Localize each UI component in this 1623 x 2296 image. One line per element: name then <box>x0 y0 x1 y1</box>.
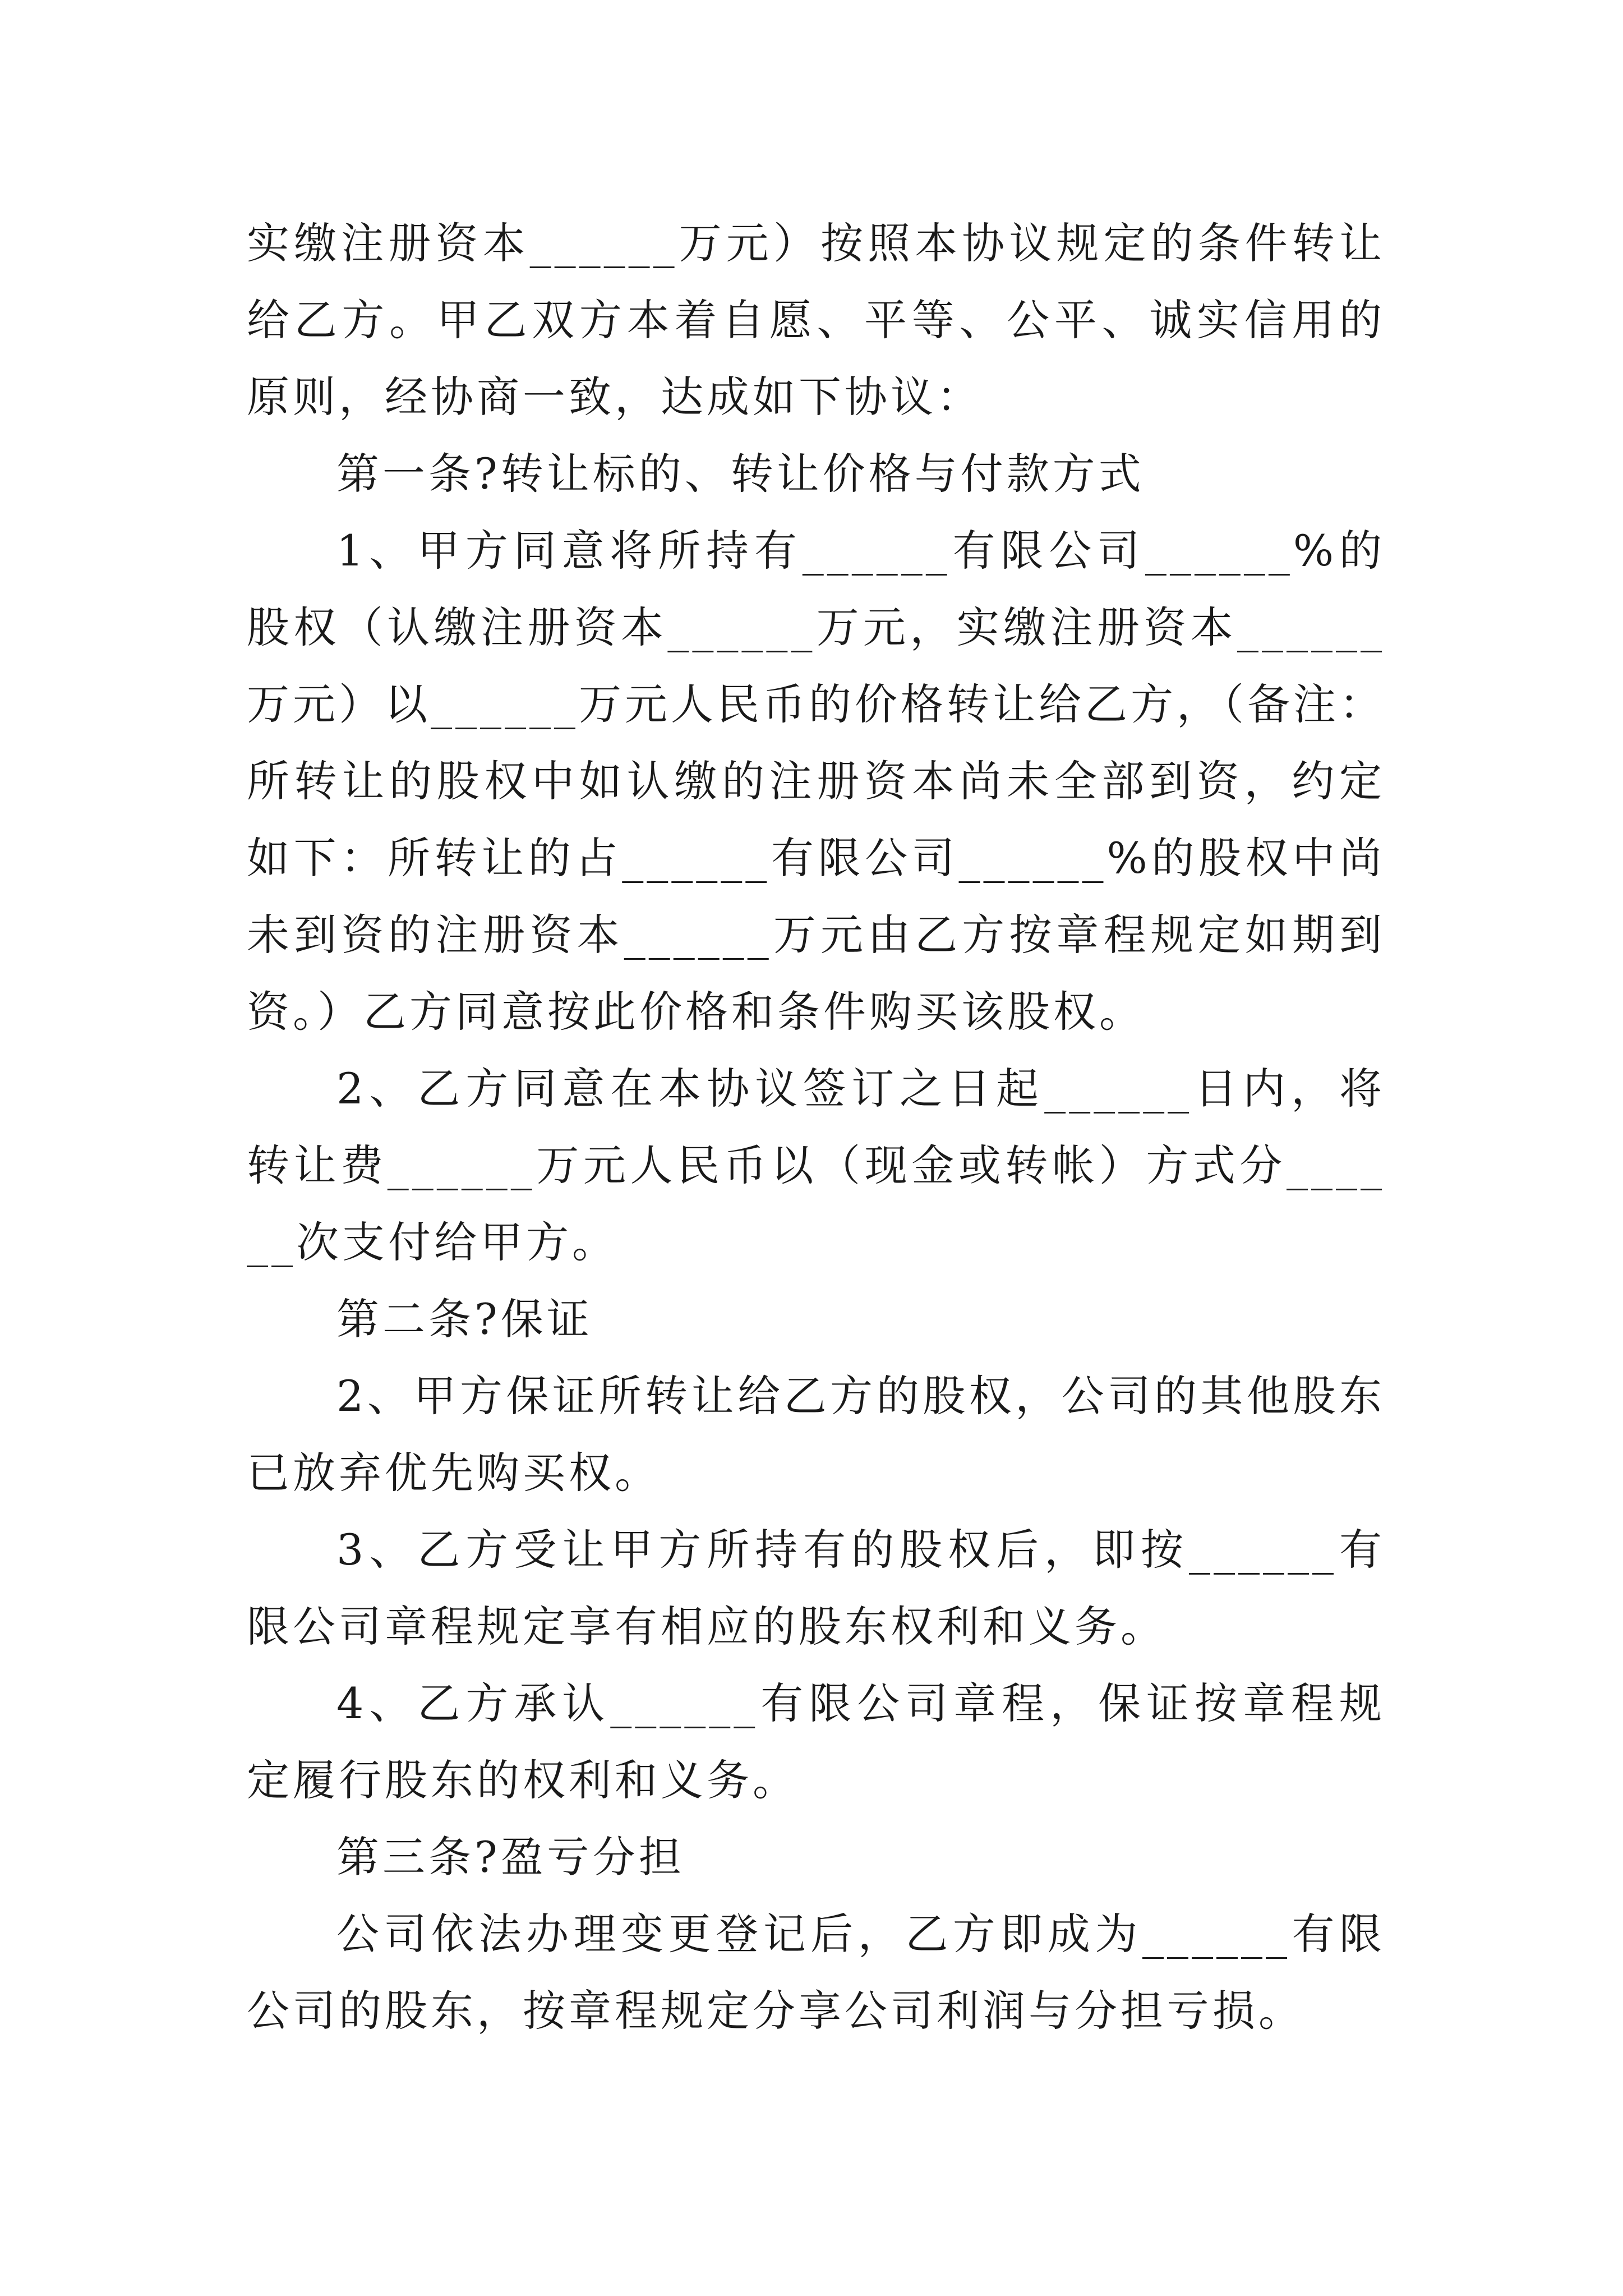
article-2-clause-4: 4、乙方承认______有限公司章程，保证按章程规定履行股东的权利和义务。 <box>247 1678 1385 1805</box>
article-1-clause-1: 1、甲方同意将所持有______有限公司______%的股权（认缴注册资本______万元，实缴注册资本______万元）以______万元人民币的价格转让给乙方，（备注：所转让的股权中如认缴的注册资本尚未全部到资，约定如下：所转让的占______有限公司______%的股权中尚未到资的注册资本______万元由乙方按章程规定如期到资。）乙方同意按此价格和条件购买该股权。 <box>247 526 1385 1037</box>
paragraph-continuation: 实缴注册资本______万元）按照本协议规定的条件转让给乙方。甲乙双方本着自愿、平等、公平、诚实信用的原则，经协商一致，达成如下协议： <box>247 218 1385 422</box>
article-3-body: 公司依法办理变更登记后，乙方即成为______有限公司的股东，按章程规定分享公司利润与分担亏损。 <box>247 1909 1385 2036</box>
article-1-heading: 第一条?转让标的、转让价格与付款方式 <box>336 449 1145 499</box>
article-2-clause-3: 3、乙方受让甲方所持有的股权后，即按______有限公司章程规定享有相应的股东权利和义务。 <box>247 1525 1385 1651</box>
article-3-heading: 第三条?盈亏分担 <box>336 1832 685 1882</box>
article-1-clause-2: 2、乙方同意在本协议签订之日起______日内，将转让费______万元人民币以（现金或转帐）方式分______次支付给甲方。 <box>247 1064 1385 1267</box>
document-body <box>247 205 1385 2049</box>
article-2-heading: 第二条?保证 <box>336 1294 593 1344</box>
article-2-clause-2: 2、甲方保证所转让给乙方的股权，公司的其他股东已放弃优先购买权。 <box>247 1371 1385 1498</box>
